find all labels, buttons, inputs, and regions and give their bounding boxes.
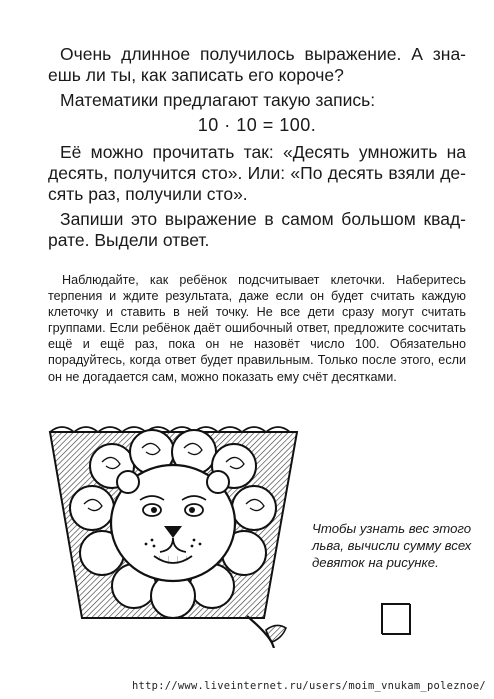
formula: 10 · 10 = 100. — [197, 115, 317, 135]
lion-illustration — [42, 418, 312, 648]
lion-drawing — [42, 418, 312, 648]
parent-note: Наблюдайте, как ребёнок подсчитывает клеточки. Наберитесь терпения и ждите результата, даже если он будет считать каждую клеточку и ставить в ней точку. Не все дети сразу могут считать группами. Если ребёнок даёт ошибочный ответ, предложите сосчитать ещё и ещё раз, пока он не назовёт число 100. Обязательно порадуйтесь, когда ответ будет правильным. Только после этого, если он не догадается сам, можно показать ему счёт десятками. — [48, 273, 466, 384]
paragraph-math-notation: Математики предлагают такую запись: — [60, 90, 376, 110]
answer-box[interactable] — [380, 602, 414, 636]
main-text — [48, 44, 466, 255]
paragraph-intro: Очень длинное получилось выражение. А знаешь ли ты, как записать его короче? — [48, 44, 466, 85]
source-url[interactable]: http://www.liveinternet.ru/users/moim_vnukam_poleznoe/ — [131, 680, 486, 692]
answer-square-icon — [380, 602, 414, 636]
lion-caption: Чтобы узнать вес этого льва, вычисли сумму всех девяток на рисунке. — [312, 521, 472, 570]
paragraph-reading: Её можно прочитать так: «Десять умножить на десять, получится сто». Или: «По десять взяли десять раз, получили сто». — [48, 142, 466, 204]
paragraph-task: Запиши это выражение в самом большом квадрате. Выдели ответ. — [48, 209, 466, 250]
